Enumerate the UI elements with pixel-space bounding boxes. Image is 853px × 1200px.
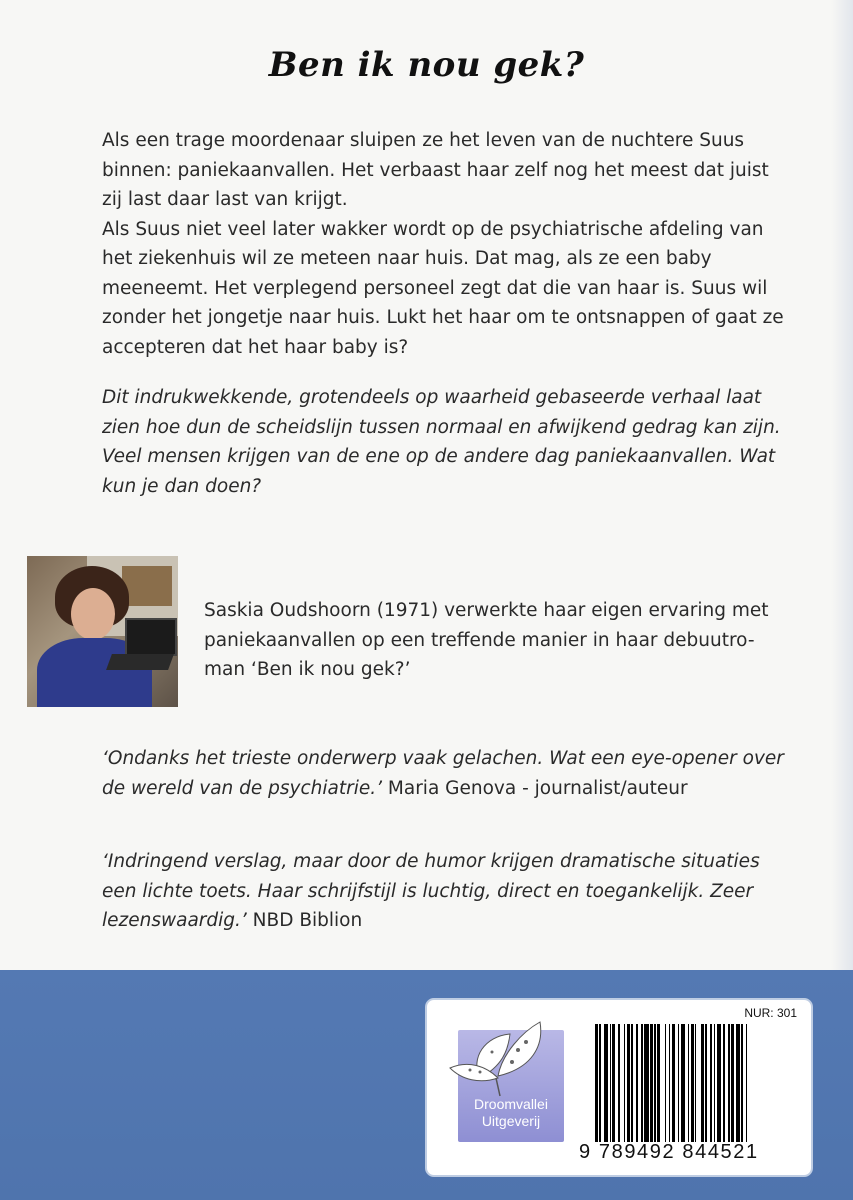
barcode-bar [627, 1024, 630, 1142]
barcode-bar [657, 1024, 660, 1142]
quote-text: ‘Ondanks het trieste onderwerp vaak gelachen. Wat een eye-opener over de wereld van de psychiatrie.’ [102, 748, 784, 799]
quote-text: ‘Indringend verslag, maar door de humor krijgen dramatische situaties een lichte toets. Haar schrijfstijl is luchtig, direct en toegankelijk. Zeer lezenswaardig.’ [102, 851, 760, 931]
barcode [595, 1024, 795, 1142]
barcode-bar [599, 1024, 600, 1142]
barcode-bar [746, 1024, 747, 1142]
barcode-panel [425, 998, 813, 1177]
nur-code: NUR: 301 [744, 1006, 797, 1020]
barcode-bar [636, 1024, 639, 1142]
quote-source: NBD Biblion [246, 910, 363, 931]
barcode-bar [641, 1024, 642, 1142]
barcode-bar [705, 1024, 706, 1142]
barcode-bar [723, 1024, 726, 1142]
blurb-paragraph-2: Als Suus niet veel later wakker wordt op de psychiatrische afdeling van het ziekenhuis wil ze meteen naar huis. Dat mag, als ze een baby meeneemt. Het verplegend personeel zegt dat die van haar is. Suus wil zonder het jongetje naar huis. Lukt het haar om te ontsnappen of gaat ze accepteren dat het haar baby is? [102, 218, 784, 358]
barcode-bar [604, 1024, 608, 1142]
book-title: Ben ik nou gek? [268, 45, 585, 85]
barcode-bar [691, 1024, 694, 1142]
author-photo [27, 556, 178, 707]
barcode-bar [714, 1024, 715, 1142]
review-quote-2 [102, 847, 792, 936]
author-bio: Saskia Oudshoorn (1971) verwerkte haar eigen ervaring met paniekaanvallen op een treffende manier in haar debuutro-man ‘Ben ik nou gek?’ [204, 600, 769, 680]
barcode-bar [672, 1024, 675, 1142]
barcode-bar [701, 1024, 704, 1142]
barcode-bar [631, 1024, 632, 1142]
publisher-logo [458, 1030, 564, 1142]
barcode-bar [728, 1024, 729, 1142]
barcode-bar [669, 1024, 670, 1142]
barcode-bar [618, 1024, 619, 1142]
barcode-bar [644, 1024, 648, 1142]
review-quote-1 [102, 744, 792, 803]
barcode-bar [710, 1024, 713, 1142]
publisher-line-1: Droomvallei [474, 1096, 548, 1112]
barcode-bar [610, 1024, 611, 1142]
barcode-bar [612, 1024, 615, 1142]
intro-italic: Dit indrukwekkende, grotendeels op waarheid gebaseerde verhaal laat zien hoe dun de scheidslijn tussen normaal en afwijkend gedrag kan zijn. Veel mensen krijgen van de ene op de andere dag paniekaanvallen. Wat kun je dan doen? [102, 387, 781, 497]
publisher-line-2: Uitgeverij [481, 1113, 541, 1129]
barcode-bar [681, 1024, 685, 1142]
barcode-bar [650, 1024, 653, 1142]
barcode-bar [595, 1024, 598, 1142]
blurb-paragraph-1: Als een trage moordenaar sluipen ze het leven van de nuchtere Suus binnen: paniekaanvallen. Het verbaast haar zelf nog het meest dat juist zij last daar last van krijgt. [102, 130, 769, 210]
barcode-bar [665, 1024, 666, 1142]
barcode-bar [678, 1024, 679, 1142]
publisher-name [458, 1096, 564, 1130]
isbn-number: 9 789492 844521 [579, 1141, 759, 1163]
blurb [102, 126, 792, 362]
barcode-bar [717, 1024, 721, 1142]
barcode-bar [654, 1024, 655, 1142]
barcode-bar [688, 1024, 689, 1142]
quote-source: Maria Genova - journalist/auteur [382, 777, 688, 799]
barcode-bar [624, 1024, 625, 1142]
barcode-bar [695, 1024, 696, 1142]
barcode-bar [736, 1024, 740, 1142]
barcode-bar [731, 1024, 734, 1142]
barcode-bar [741, 1024, 742, 1142]
